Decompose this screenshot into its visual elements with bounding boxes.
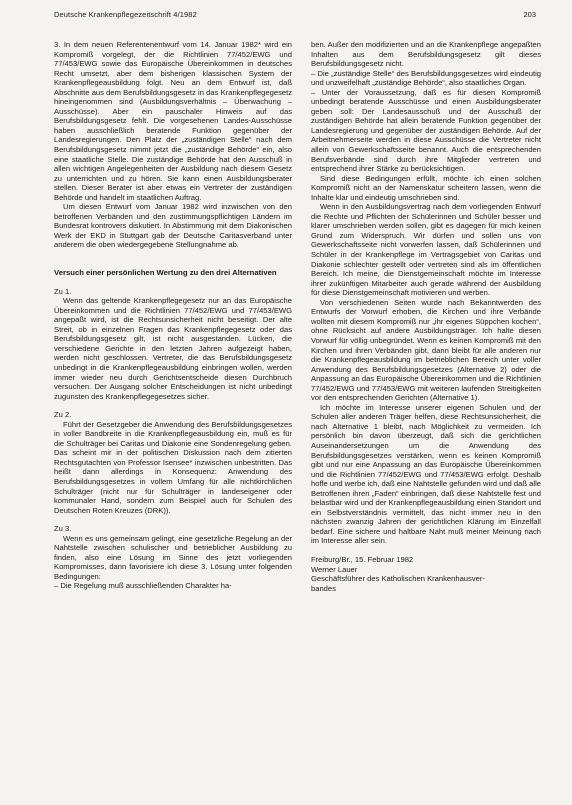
signature-role: Geschäftsführer des Katholischen Krankenhausver-	[311, 574, 485, 584]
page-number: 203	[523, 10, 536, 19]
left-column	[54, 40, 292, 591]
subsection-label: Zu 3.	[54, 524, 72, 534]
condition-item: – Unter der Voraussetzung, daß es für diesen Kompromiß unbedingt beratende Ausschüsse und einen Ausbildungsberater geben soll: Der Landesausschuß und der Ausschuß der zuständigen Behörde hat allein beratende Funktion gegenüber der Landesregierung und gegenüber der zuständigen Behörde. Auf der Arbeitnehmerseite werden in diese Ausschüsse die Vertreter nicht allein von Gewerkschaftsseite benannt. Auch die entsprechenden Berufsverbände sind durch ihre Mitglieder vertreten und entsprechend ihrer Stärke zu berücksichtigen.	[311, 87, 541, 174]
body-paragraph: Um diesen Entwurf vom Januar 1982 wird inzwischen von den betroffenen Verbänden und den zustimmungspflichtigen Ländern im Bundesrat kontrovers diskutiert. In Abstimmung mit dem Diakonischen Werk der EKD in Stuttgart gab der Deutsche Caritasverband unter anderem die oben wiedergegebene Stellungnahme ab.	[54, 202, 292, 250]
body-paragraph: 3. In dem neuen Referentenentwurf vom 14. Januar 1982* wird ein Kompromiß vorgelegt, der die Richtlinien 77/452/EWG und 77/453/EWG sowie das Europäische Übereinkommen in deutsches Recht umsetzt, aber dem bisherigen klassischen System der Krankenpflegeausbildung folgt. Neu an dem Entwurf ist, daß Abschnitte aus dem Berufsbildungsgesetz in das Krankenpflegegesetz hineingenommen sind (Ausbildungsverhältnis – Überwachung – Ausschüsse). Aber ein pauschaler Hinweis auf das Berufsbildungsgesetz fehlt. Die vorgesehenen Landes-Ausschüsse haben ausschließlich beratende Funktion gegenüber der Landesregierungen. Den Platz der „zuständigen Stelle“ nach dem Berufsbildungsgesetz nimmt jetzt die „zuständige Behörde“ ein, also eine staatliche Stelle. Die zuständige Behörde hat den Ausschuß in allen wichtigen Angelegenheiten der Ausbildung nach diesem Gesetz zu unterrichten und zu hören. Sie kann einen Ausbildungsberater stellen. Dieser Berater ist aber etwas ein Vertreter der zuständigen Behörde und handelt im staatlichen Auftrag.	[54, 40, 292, 202]
body-paragraph: Ich möchte im Interesse unserer eigenen Schulen und der Schulen aller anderen Träger helfen, diese Rechtsunsicherheit, die nach Alternative 1 bleibt, nach Möglichkeit zu vermeiden. Ich persönlich bin davon überzeugt, daß sich die gerichtlichen Auseinandersetzungen um die Anwendung des Berufsbildungsgesetzes verstärken, wenn es keinen Kompromiß gibt und nur eine Anpassung an das Europäische Übereinkommen und die Richtlinien 77/452/EWG und 77/453/EWG erfolgt. Deshalb hoffe und werbe ich, daß eine Nahtstelle gefunden wird und daß alle Betroffenen ihren „Faden“ einbringen, daß diese Nahtstelle fest und belastbar wird und der Krankenpflegeausbildung einen Standort und ein Selbstverständnis vermittelt, das nicht immer neu in den nächsten zwanzig Jahren der gerichtlichen Klärung im Einzelfall bedarf. Eine sichere und haltbare Naht muß meiner Meinung nach im Interesse aller sein.	[311, 402, 541, 546]
subsection-label: Zu 2.	[54, 410, 72, 420]
body-paragraph: Führt der Gesetzgeber die Anwendung des Berufsbildungsgesetzes in voller Bandbreite in die Krankenpflegeausbildung ein, muß es für die Schulträger bei Caritas und Diakonie eine Sondenregelung geben. Das scheint mir in der politischen Diskussion nach dem zitierten Rechtsgutachten von Professor Isensee* inzwischen unbestritten. Das heißt dann allerdings in Konsequenz: Anwendung des Berufsbildungsgesetzes in vollem Umfang für alle nichtkirchlichen Schulträger (nicht nur für Schulträger in landeseigener oder kommunaler Hand, sondern zum Beispiel auch für Schulen des Deutschen Roten Kreuzes (DRK)).	[54, 419, 292, 515]
body-paragraph: Wenn in den Ausbildungsvertrag nach dem vorliegenden Entwurf die Rechte und Pflichten der Schülerinnen und Schüler besser und klarer umschrieben werden sollen, gibt es dagegen für mich keinen Grund zum Widerspruch. Wir dürfen und sollen uns von Gewerkschaftsseite nicht vorwerfen lassen, daß Schülerinnen und Schüler in der Krankenpflege im Vertragsgebiet von Caritas und Diakonie schlechter gestellt oder vertreten sind als im öffentlichen Bereich. Ich meine, die Dienstgemeinschaft möchte im Interesse ihrer zukünftigen Mitarbeiter auch gerade während der Ausbildung für diese Dienstgemeinschaft motivieren und werben.	[311, 202, 541, 298]
signature-name: Werner Lauer	[311, 564, 358, 574]
body-paragraph: Sind diese Bedingungen erfüllt, möchte ich einen solchen Kompromiß nicht an der Namenskatur scheitern lassen, wenn die Inhalte klar und eindeutig umschrieben sind.	[311, 173, 541, 202]
body-paragraph: Von verschiedenen Seiten wurde nach Bekanntwerden des Entwurfs der Vorwurf erhoben, die Kirchen und ihre Verbände wollten mit diesem Kompromiß nur „ihr eigenes Süppchen kochen“, ohne Rücksicht auf andere Ausbildungsträger. Ich halte diesen Vorwurf für völlig unbegründet. Wenn es keinen Kompromiß mit den Kirchen und ihren Verbänden gibt, dann bleibt für alle anderen nur die Krankenpflegeausbildung im betrieblichen Bereich unter voller Anwendung des Berufsbildungsgesetzes (Alternative 2) oder die Anpassung an das Europäische Übereinkommen und die Richtlinien 77/452/EWG und 77/453/EWG mit weiteren laufenden Streitigkeiten vor den entsprechenden Gerichten (Alternative 1).	[311, 297, 541, 403]
condition-item: – Die Regelung muß ausschließenden Charakter ha-	[54, 581, 232, 591]
running-header: Deutsche Krankenpflegezeitschrift 4/1982	[54, 10, 197, 19]
right-column	[311, 40, 541, 593]
condition-item: – Die „zuständige Stelle“ des Berufsbildungsgesetzes wird eindeutig und unzweifelhaft „zuständige Behörde“, also staatliches Organ.	[311, 68, 541, 88]
continued-paragraph: ben. Außer den modifizierten und an die Krankenpflege angepaßten Inhalten aus dem Berufsbildungsgesetz gilt dieses Berufsbildungsgesetz nicht.	[311, 40, 541, 69]
body-paragraph: Wenn das geltende Krankenpflegegesetz nur an das Europäische Übereinkommen und die Richtlinien 77/452/EWG und 77/453/EWG angepaßt wird, ist die Rechtsunsicherheit nicht beseitigt. Der alte Streit, ob in einzelnen Fragen das Krankenpflegegesetz oder das Berufsbildungsgesetz gilt, ist nicht ausgestanden. Lücken, die verschiedene Gerichte in den letzten Jahren aufgezeigt haben, werden nicht geschlossen. Vertreter, die das Berufsbildungsgesetz unbedingt in die Krankenpflegeausbildung einbringen wollen, werden immer wieder neu durch Gerichtsentscheide diesen Durchbruch versuchen. Der Ausgang solcher Entscheidungen ist nicht unbedingt zugunsten des Krankenpflegegesetzes sicher.	[54, 296, 292, 401]
section-heading: Versuch einer persönlichen Wertung zu den drei Alternativen	[54, 268, 277, 278]
signature-role: bandes	[311, 583, 336, 593]
body-paragraph: Wenn es uns gemeinsam gelingt, eine gesetzliche Regelung an der Nahtstelle zwischen schulischer und betrieblicher Ausbildung zu finden, also eine Lösung im Sinne des jetzt vorliegenden Kompromisses, dann favorisiere ich diese 3. Lösung unter folgenden Bedingungen:	[54, 533, 292, 581]
subsection-label: Zu 1.	[54, 286, 72, 296]
signature-place-date: Freiburg/Br., 15. Februar 1982	[311, 554, 414, 564]
